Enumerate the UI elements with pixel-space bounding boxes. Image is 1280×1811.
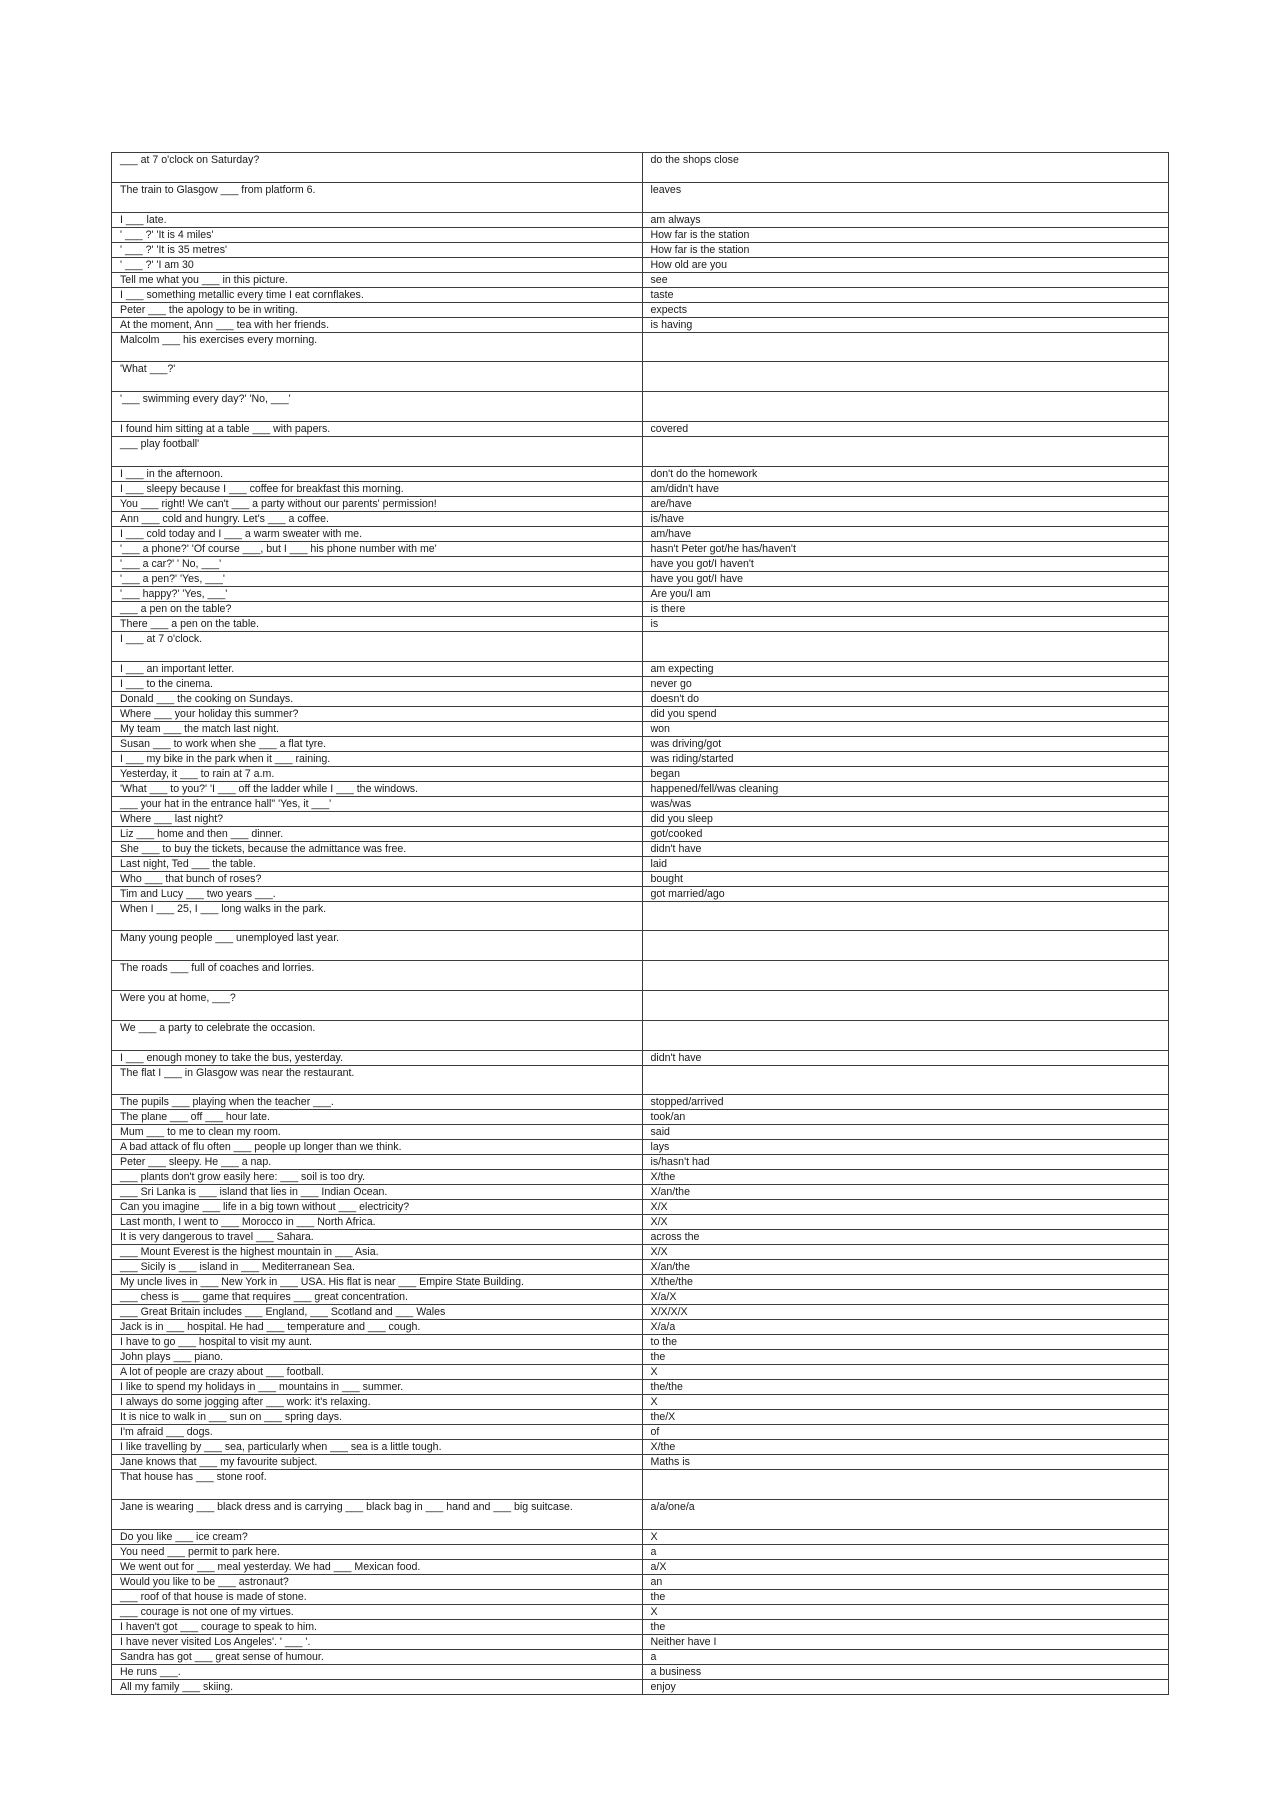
table-row [112,1275,1169,1290]
question-cell: A bad attack of flu often ___ people up longer than we think. [112,1140,643,1155]
answer-cell: laid [642,856,1169,871]
answer-cell: X/a/X [642,1290,1169,1305]
question-cell: Where ___ last night? [112,811,643,826]
question-cell: There ___ a pen on the table. [112,616,643,631]
table-row [112,931,1169,961]
question-cell: Do you like ___ ice cream? [112,1529,643,1544]
question-cell: Who ___ that bunch of roses? [112,871,643,886]
answer-cell: X/the/the [642,1275,1169,1290]
question-cell: ___ a pen on the table? [112,601,643,616]
answer-cell: X/the [642,1170,1169,1185]
answer-cell: didn't have [642,1050,1169,1065]
table-row [112,1230,1169,1245]
table-row [112,826,1169,841]
answer-cell: How far is the station [642,242,1169,257]
question-cell: Tell me what you ___ in this picture. [112,272,643,287]
question-cell: Jane knows that ___ my favourite subject. [112,1455,643,1470]
table-row [112,481,1169,496]
answer-cell: did you spend [642,706,1169,721]
question-cell: Jack is in ___ hospital. He had ___ temperature and ___ cough. [112,1320,643,1335]
exercise-sheet [111,152,1169,1695]
table-row [112,736,1169,751]
table-row [112,706,1169,721]
answer-cell: are/have [642,496,1169,511]
question-cell: I ___ enough money to take the bus, yesterday. [112,1050,643,1065]
answer-cell: was riding/started [642,751,1169,766]
table-row [112,1095,1169,1110]
question-cell: My team ___ the match last night. [112,721,643,736]
answer-cell: a [642,1649,1169,1664]
table-row [112,362,1169,392]
table-row [112,541,1169,556]
answer-cell: hasn't Peter got/he has/haven't [642,541,1169,556]
table-row [112,1065,1169,1095]
question-cell: Jane is wearing ___ black dress and is carrying ___ black bag in ___ hand and ___ big suitcase. [112,1500,643,1530]
question-cell: 'What ___?' [112,362,643,392]
answer-cell: am always [642,212,1169,227]
answer-cell [642,1470,1169,1500]
answer-cell: across the [642,1230,1169,1245]
answer-cell: X/an/the [642,1185,1169,1200]
question-cell: Many young people ___ unemployed last year. [112,931,643,961]
table-row [112,1634,1169,1649]
table-row [112,1335,1169,1350]
question-cell: ___ courage is not one of my virtues. [112,1604,643,1619]
table-row [112,586,1169,601]
table-row [112,886,1169,901]
question-cell: Last month, I went to ___ Morocco in ___ North Africa. [112,1215,643,1230]
table-row [112,1679,1169,1694]
answer-cell: taste [642,287,1169,302]
table-row [112,1350,1169,1365]
answer-cell: Maths is [642,1455,1169,1470]
answer-cell: X [642,1395,1169,1410]
table-row [112,466,1169,481]
answer-cell: is/hasn't had [642,1155,1169,1170]
table-row [112,436,1169,466]
question-cell: We went out for ___ meal yesterday. We had ___ Mexican food. [112,1559,643,1574]
question-cell: I ___ cold today and I ___ a warm sweater with me. [112,526,643,541]
table-row [112,153,1169,183]
answer-cell [642,436,1169,466]
answer-cell [642,901,1169,931]
answer-cell: the [642,1619,1169,1634]
table-row [112,1170,1169,1185]
answer-cell: is/have [642,511,1169,526]
table-row [112,1245,1169,1260]
question-cell: ' ___ ?' 'I am 30 [112,257,643,272]
question-cell: I have to go ___ hospital to visit my aunt. [112,1335,643,1350]
table-row [112,616,1169,631]
table-row [112,287,1169,302]
question-cell: ___ Sri Lanka is ___ island that lies in ___ Indian Ocean. [112,1185,643,1200]
answer-cell: won [642,721,1169,736]
answer-cell: Are you/I am [642,586,1169,601]
question-cell: I ___ my bike in the park when it ___ raining. [112,751,643,766]
table-row [112,990,1169,1020]
table-row [112,1320,1169,1335]
table-row [112,1305,1169,1320]
table-row [112,811,1169,826]
table-row [112,1649,1169,1664]
table-row [112,272,1169,287]
answer-cell: the/X [642,1410,1169,1425]
question-cell: The flat I ___ in Glasgow was near the restaurant. [112,1065,643,1095]
question-cell: Liz ___ home and then ___ dinner. [112,826,643,841]
question-cell: All my family ___ skiing. [112,1679,643,1694]
table-row [112,676,1169,691]
question-cell: ___ roof of that house is made of stone. [112,1589,643,1604]
exercise-table [111,152,1169,1695]
table-row [112,1455,1169,1470]
answer-cell [642,1065,1169,1095]
table-row [112,257,1169,272]
answer-cell: said [642,1125,1169,1140]
question-cell: It is nice to walk in ___ sun on ___ spring days. [112,1410,643,1425]
answer-cell [642,332,1169,362]
answer-cell: began [642,766,1169,781]
answer-cell [642,392,1169,422]
question-cell: Sandra has got ___ great sense of humour. [112,1649,643,1664]
answer-cell: X [642,1529,1169,1544]
answer-cell: doesn't do [642,691,1169,706]
table-row [112,182,1169,212]
table-row [112,1185,1169,1200]
question-cell: The pupils ___ playing when the teacher ___. [112,1095,643,1110]
answer-cell [642,1020,1169,1050]
table-row [112,691,1169,706]
question-cell: Ann ___ cold and hungry. Let's ___ a coffee. [112,511,643,526]
table-row [112,1440,1169,1455]
question-cell: I ___ late. [112,212,643,227]
question-cell: You need ___ permit to park here. [112,1544,643,1559]
question-cell: Mum ___ to me to clean my room. [112,1125,643,1140]
table-row [112,856,1169,871]
table-row [112,1529,1169,1544]
answer-cell: happened/fell/was cleaning [642,781,1169,796]
table-row [112,721,1169,736]
answer-cell: to the [642,1335,1169,1350]
question-cell: ___ chess is ___ game that requires ___ great concentration. [112,1290,643,1305]
answer-cell: X/an/the [642,1260,1169,1275]
exercise-rows [112,153,1169,1695]
answer-cell: got/cooked [642,826,1169,841]
table-row [112,961,1169,991]
question-cell: The roads ___ full of coaches and lorries. [112,961,643,991]
table-row [112,1604,1169,1619]
answer-cell [642,961,1169,991]
answer-cell: an [642,1574,1169,1589]
answer-cell: X/X/X/X [642,1305,1169,1320]
table-row [112,317,1169,332]
answer-cell: was driving/got [642,736,1169,751]
question-cell: He runs ___. [112,1664,643,1679]
question-cell: I ___ to the cinema. [112,676,643,691]
question-cell: I have never visited Los Angeles'. ' ___ '. [112,1634,643,1649]
question-cell: ' ___ ?' 'It is 35 metres' [112,242,643,257]
table-row [112,392,1169,422]
question-cell: We ___ a party to celebrate the occasion. [112,1020,643,1050]
question-cell: At the moment, Ann ___ tea with her friends. [112,317,643,332]
answer-cell: is there [642,601,1169,616]
question-cell: ___ Mount Everest is the highest mountain in ___ Asia. [112,1245,643,1260]
question-cell: Donald ___ the cooking on Sundays. [112,691,643,706]
answer-cell: expects [642,302,1169,317]
table-row [112,1140,1169,1155]
answer-cell: a/a/one/a [642,1500,1169,1530]
answer-cell: am/didn't have [642,481,1169,496]
answer-cell: have you got/I haven't [642,556,1169,571]
table-row [112,766,1169,781]
table-row [112,1619,1169,1634]
question-cell: Yesterday, it ___ to rain at 7 a.m. [112,766,643,781]
answer-cell: see [642,272,1169,287]
answer-cell: a/X [642,1559,1169,1574]
question-cell: '___ happy?' 'Yes, ___' [112,586,643,601]
table-row [112,1260,1169,1275]
answer-cell: a [642,1544,1169,1559]
table-row [112,1500,1169,1530]
table-row [112,1215,1169,1230]
answer-cell: X/X [642,1215,1169,1230]
question-cell: I ___ an important letter. [112,661,643,676]
answer-cell: of [642,1425,1169,1440]
answer-cell: covered [642,421,1169,436]
question-cell: I ___ something metallic every time I eat cornflakes. [112,287,643,302]
answer-cell: never go [642,676,1169,691]
question-cell: She ___ to buy the tickets, because the admittance was free. [112,841,643,856]
question-cell: You ___ right! We can't ___ a party without our parents' permission! [112,496,643,511]
table-row [112,871,1169,886]
answer-cell: X/the [642,1440,1169,1455]
question-cell: The train to Glasgow ___ from platform 6. [112,182,643,212]
question-cell: That house has ___ stone roof. [112,1470,643,1500]
table-row [112,781,1169,796]
answer-cell: a business [642,1664,1169,1679]
table-row [112,661,1169,676]
question-cell: I haven't got ___ courage to speak to him. [112,1619,643,1634]
answer-cell: X/X [642,1245,1169,1260]
question-cell: Peter ___ the apology to be in writing. [112,302,643,317]
question-cell: I like travelling by ___ sea, particularly when ___ sea is a little tough. [112,1440,643,1455]
question-cell: Where ___ your holiday this summer? [112,706,643,721]
answer-cell [642,631,1169,661]
table-row [112,1559,1169,1574]
answer-cell: stopped/arrived [642,1095,1169,1110]
question-cell: My uncle lives in ___ New York in ___ USA. His flat is near ___ Empire State Building. [112,1275,643,1290]
question-cell: I ___ sleepy because I ___ coffee for breakfast this morning. [112,481,643,496]
table-row [112,242,1169,257]
question-cell: I'm afraid ___ dogs. [112,1425,643,1440]
question-cell: I found him sitting at a table ___ with papers. [112,421,643,436]
question-cell: John plays ___ piano. [112,1350,643,1365]
table-row [112,526,1169,541]
answer-cell: Neither have I [642,1634,1169,1649]
table-row [112,302,1169,317]
table-row [112,1020,1169,1050]
answer-cell: X/a/a [642,1320,1169,1335]
table-row [112,227,1169,242]
answer-cell [642,931,1169,961]
question-cell: Susan ___ to work when she ___ a flat tyre. [112,736,643,751]
table-row [112,1410,1169,1425]
answer-cell: didn't have [642,841,1169,856]
question-cell: ___ at 7 o'clock on Saturday? [112,153,643,183]
question-cell: ___ Great Britain includes ___ England, ___ Scotland and ___ Wales [112,1305,643,1320]
answer-cell: X [642,1365,1169,1380]
table-row [112,496,1169,511]
question-cell: Would you like to be ___ astronaut? [112,1574,643,1589]
question-cell: '___ swimming every day?' 'No, ___' [112,392,643,422]
table-row [112,1470,1169,1500]
table-row [112,1290,1169,1305]
answer-cell [642,362,1169,392]
answer-cell: is having [642,317,1169,332]
answer-cell: lays [642,1140,1169,1155]
answer-cell: is [642,616,1169,631]
table-row [112,212,1169,227]
question-cell: I ___ in the afternoon. [112,466,643,481]
table-row [112,1050,1169,1065]
question-cell: Malcolm ___ his exercises every morning. [112,332,643,362]
answer-cell: got married/ago [642,886,1169,901]
answer-cell: am/have [642,526,1169,541]
question-cell: I like to spend my holidays in ___ mountains in ___ summer. [112,1380,643,1395]
answer-cell: the [642,1589,1169,1604]
question-cell: It is very dangerous to travel ___ Sahara. [112,1230,643,1245]
table-row [112,1425,1169,1440]
answer-cell: was/was [642,796,1169,811]
table-row [112,1574,1169,1589]
answer-cell: did you sleep [642,811,1169,826]
answer-cell: do the shops close [642,153,1169,183]
question-cell: I always do some jogging after ___ work: it's relaxing. [112,1395,643,1410]
question-cell: '___ a phone?' 'Of course ___, but I ___ his phone number with me' [112,541,643,556]
table-row [112,1664,1169,1679]
table-row [112,1155,1169,1170]
question-cell: '___ a car?' ' No, ___' [112,556,643,571]
answer-cell: the [642,1350,1169,1365]
table-row [112,841,1169,856]
table-row [112,1544,1169,1559]
answer-cell [642,990,1169,1020]
question-cell: ' ___ ?' 'It is 4 miles' [112,227,643,242]
answer-cell: the/the [642,1380,1169,1395]
table-row [112,601,1169,616]
table-row [112,1110,1169,1125]
table-row [112,1589,1169,1604]
table-row [112,1365,1169,1380]
answer-cell: leaves [642,182,1169,212]
answer-cell: X [642,1604,1169,1619]
question-cell: ___ play football' [112,436,643,466]
question-cell: When I ___ 25, I ___ long walks in the park. [112,901,643,931]
table-row [112,421,1169,436]
table-row [112,796,1169,811]
question-cell: '___ a pen?' 'Yes, ___' [112,571,643,586]
table-row [112,1380,1169,1395]
table-row [112,511,1169,526]
table-row [112,1200,1169,1215]
question-cell: Peter ___ sleepy. He ___ a nap. [112,1155,643,1170]
answer-cell: am expecting [642,661,1169,676]
table-row [112,556,1169,571]
table-row [112,1125,1169,1140]
table-row [112,631,1169,661]
table-row [112,332,1169,362]
question-cell: Were you at home, ___? [112,990,643,1020]
question-cell: A lot of people are crazy about ___ football. [112,1365,643,1380]
question-cell: Last night, Ted ___ the table. [112,856,643,871]
question-cell: Can you imagine ___ life in a big town without ___ electricity? [112,1200,643,1215]
table-row [112,751,1169,766]
answer-cell: have you got/I have [642,571,1169,586]
table-row [112,1395,1169,1410]
question-cell: 'What ___ to you?' 'I ___ off the ladder while I ___ the windows. [112,781,643,796]
question-cell: ___ Sicily is ___ island in ___ Mediterranean Sea. [112,1260,643,1275]
table-row [112,901,1169,931]
question-cell: ___ your hat in the entrance hall" 'Yes, it ___' [112,796,643,811]
answer-cell: don't do the homework [642,466,1169,481]
answer-cell: enjoy [642,1679,1169,1694]
answer-cell: bought [642,871,1169,886]
question-cell: ___ plants don't grow easily here: ___ soil is too dry. [112,1170,643,1185]
question-cell: Tim and Lucy ___ two years ___. [112,886,643,901]
question-cell: The plane ___ off ___ hour late. [112,1110,643,1125]
question-cell: I ___ at 7 o'clock. [112,631,643,661]
table-row [112,571,1169,586]
answer-cell: took/an [642,1110,1169,1125]
answer-cell: How old are you [642,257,1169,272]
answer-cell: How far is the station [642,227,1169,242]
answer-cell: X/X [642,1200,1169,1215]
